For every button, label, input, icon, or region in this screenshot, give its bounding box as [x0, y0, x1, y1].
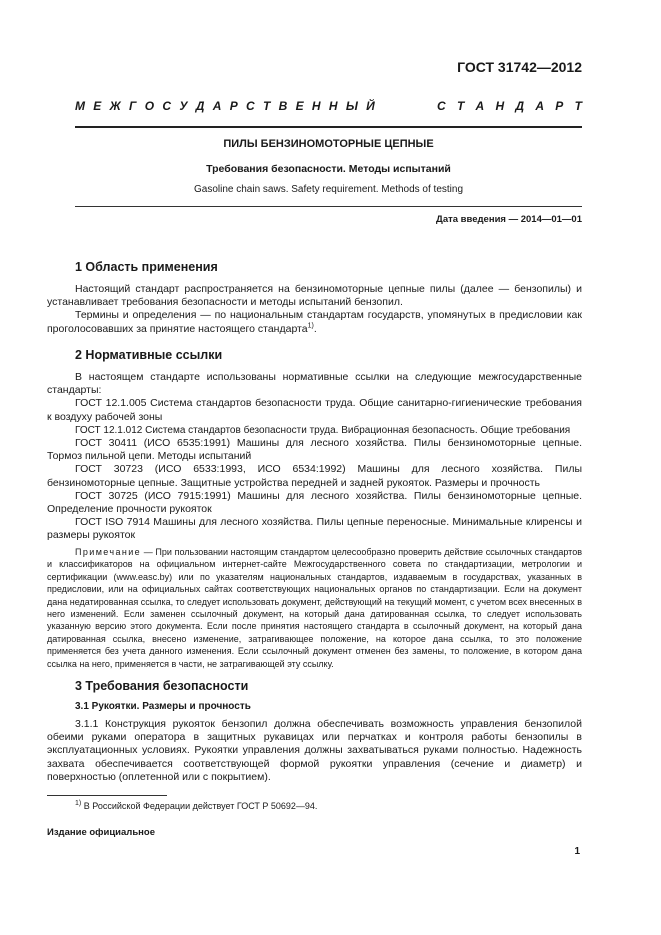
section-1-terms-text: Термины и определения — по национальным стандартам государств, упомянутых в предисловии как проголосовавших за принятие настоящего стандарта	[47, 309, 582, 335]
banner-letter: Д	[195, 99, 205, 113]
footnote	[75, 801, 317, 811]
banner-letter: Н	[495, 99, 505, 113]
banner-letter: Т	[262, 99, 271, 113]
normative-reference: ГОСТ 12.1.012 Система стандартов безопасности труда. Вибрационная безопасность. Общие требования	[75, 424, 571, 436]
english-title: Gasoline chain saws. Safety requirement. Methods of testing	[193, 184, 464, 195]
section-3-heading: 3 Требования безопасности	[75, 679, 249, 693]
section-1-body	[47, 283, 582, 336]
banner-letter: Г	[129, 99, 137, 113]
clause-3-1-1: 3.1.1 Конструкция рукояток бензопил должна обеспечивать возможность управления бензопилой обеими руками оператора в защитных рукавицах или перчатках и контроля работы бензопилы в эксплуатационных условиях. Рукоятки управления должны захватываться руками полностью. Надежность захвата обеспечивается соответствующей формой рукоятки управления (сечение и диаметр) и поверхностью (оплетенной или с покрытием).	[47, 718, 582, 783]
interstate-standard-banner	[75, 99, 582, 113]
footnote-text: В Российской Федерации действует ГОСТ Р 50692—94.	[81, 801, 318, 811]
sentence-end: .	[313, 322, 317, 335]
banner-letter: С	[437, 99, 446, 113]
banner-letter: А	[212, 99, 222, 113]
page-number: 1	[574, 846, 580, 857]
document-subtitle: Требования безопасности. Методы испытаний	[206, 163, 451, 175]
banner-letter: Н	[328, 99, 338, 113]
section-3-1-heading: 3.1 Рукоятки. Размеры и прочность	[75, 701, 251, 712]
normative-reference: ГОСТ 30411 (ИСО 6535:1991) Машины для лесного хозяйства. Пилы бензиномоторные цепные. Тормоз пильной цепи. Методы испытаний	[47, 437, 582, 463]
banner-letter: Е	[93, 99, 102, 113]
banner-letter: А	[475, 99, 485, 113]
banner-letter: М	[75, 99, 85, 113]
banner-letter: С	[162, 99, 172, 113]
reference-note	[47, 546, 582, 670]
banner-word-standard	[437, 99, 582, 113]
footnote-mark: 1)	[75, 800, 82, 807]
banner-letter: Ж	[109, 99, 121, 113]
banner-letter: Т	[574, 99, 582, 113]
banner-letter: С	[246, 99, 255, 113]
note-label: Примечание	[75, 547, 142, 557]
section-2-intro: В настоящем стандарте использованы нормативные ссылки на следующие межгосударственные стандарты:	[47, 371, 582, 397]
banner-letter: Ы	[345, 99, 358, 113]
standard-number: ГОСТ 31742—2012	[457, 59, 582, 75]
normative-reference: ГОСТ 12.1.005 Система стандартов безопасности труда. Общие санитарно-гигиенические требования к воздуху рабочей зоны	[47, 397, 582, 423]
banner-word-interstate	[75, 99, 375, 113]
title-rule	[75, 206, 582, 207]
note-paragraph	[47, 546, 582, 670]
banner-letter: О	[144, 99, 155, 113]
header-rule	[75, 126, 582, 128]
banner-letter: Е	[295, 99, 304, 113]
footnote-reference: 1)	[307, 322, 314, 330]
footnote-rule	[47, 795, 167, 796]
note-text: — При пользовании настоящим стандартом целесообразно проверить действие ссылочных стандартов и классификаторов на официальном интернет-сайте Межгосударственного совета по стандартизации, метрологии и сертификации (www.easc.by) или по указателям национальных стандартов, издаваемым в государствах, указанных в предисловии, или на официальных сайтах соответствующих национальных органов по стандартизации. Если на документ дана недатированная ссылка, то следует использовать документ, действующий на текущий момент, с учетом всех внесенных в него изменений. Если заменен ссылочный документ, на который дана датированная ссылка, то следует использовать указанную версию этого документа. Если после принятия настоящего стандарта в ссылочный документ, на который дана датированная ссылка, внесено изменение, затрагивающее положение, на которое дана ссылка, то это положение применяется без учета данного изменения. Если ссылочный документ отменен без замены, то положение, в котором дана ссылка на него, применяется в части, не затрагивающей эту ссылку.	[47, 547, 582, 669]
section-1-paragraph	[47, 309, 582, 335]
section-3-body	[47, 718, 582, 784]
section-1-heading: 1 Область применения	[75, 260, 218, 274]
section-2-body	[47, 371, 582, 543]
section-2-heading: 2 Нормативные ссылки	[75, 348, 223, 362]
banner-letter: Й	[366, 99, 375, 113]
normative-reference: ГОСТ 30723 (ИСО 6533:1993, ИСО 6534:1992) Машины для лесного хозяйства. Пилы бензиномоторные цепные. Защитные устройства передней и задней рукояток. Размеры и прочность	[47, 463, 582, 489]
banner-letter: В	[278, 99, 288, 113]
document-title: ПИЛЫ БЕНЗИНОМОТОРНЫЕ ЦЕПНЫЕ	[223, 138, 434, 150]
section-1-paragraph: Настоящий стандарт распространяется на бензиномоторные цепные пилы (далее — бензопилы) и устанавливает требования безопасности и методы испытаний бензопил.	[47, 283, 582, 309]
banner-letter: А	[535, 99, 545, 113]
normative-reference: ГОСТ ISO 7914 Машины для лесного хозяйства. Пилы цепные переносные. Минимальные клиренсы и размеры рукояток	[47, 516, 582, 542]
banner-letter: Н	[311, 99, 321, 113]
banner-letter: Р	[229, 99, 238, 113]
banner-letter: У	[179, 99, 188, 113]
official-edition-label: Издание официальное	[47, 827, 155, 838]
normative-reference: ГОСТ 30725 (ИСО 7915:1991) Машины для лесного хозяйства. Пилы бензиномоторные цепные. Определение прочности рукояток	[47, 489, 582, 516]
banner-letter: Т	[456, 99, 465, 113]
intro-date: Дата введения — 2014—01—01	[436, 214, 582, 225]
banner-letter: Д	[515, 99, 525, 113]
banner-letter: Р	[555, 99, 564, 113]
